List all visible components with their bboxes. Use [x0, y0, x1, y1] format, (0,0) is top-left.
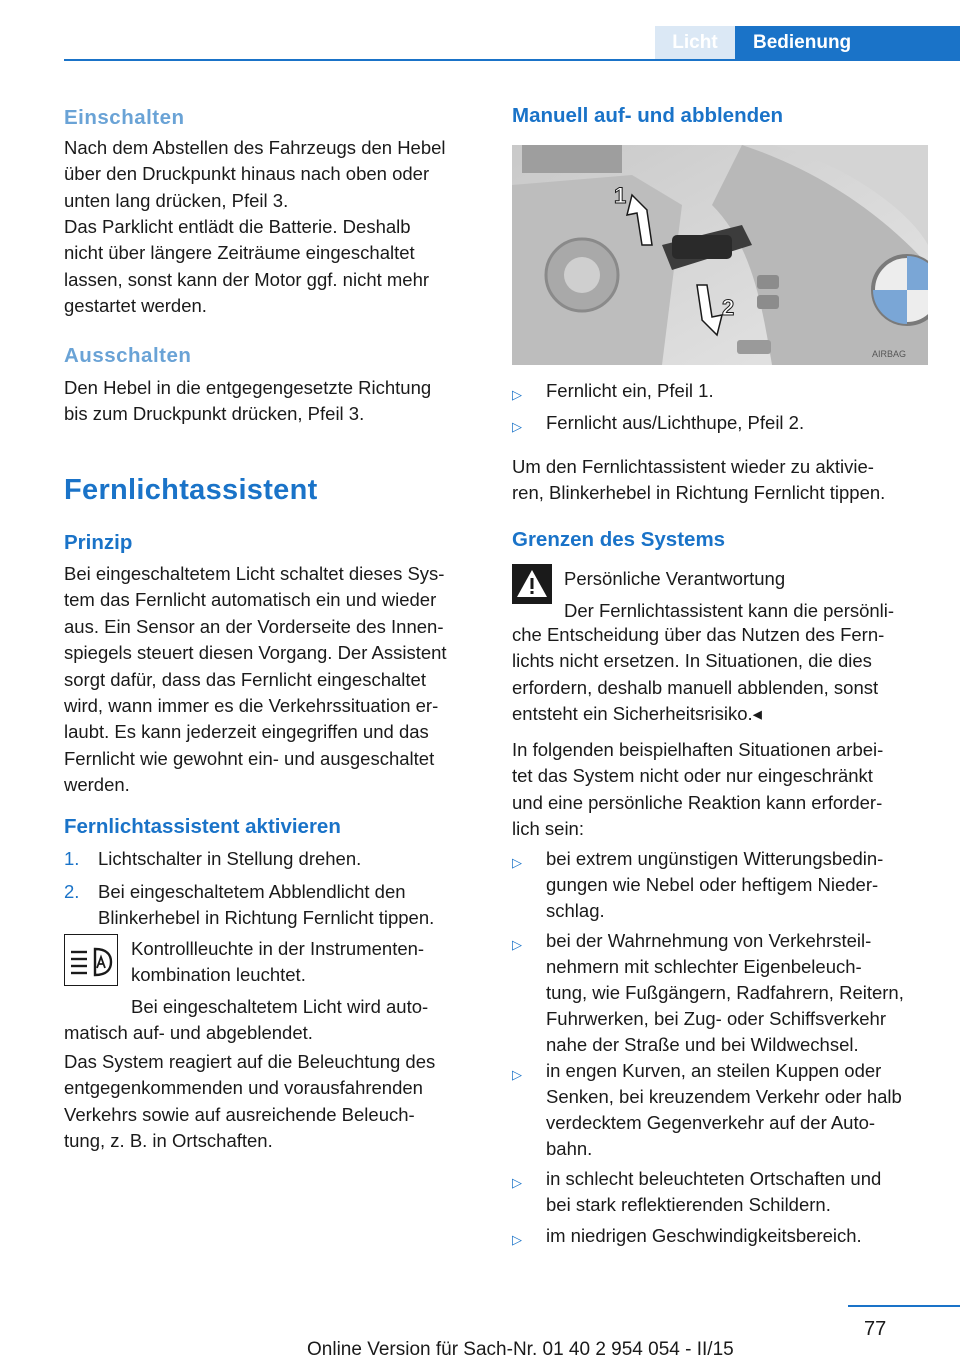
- text-line: Um den Fernlichtassistent wieder zu aktivie-: [512, 456, 874, 477]
- text-line: entsteht ein Sicherheitsrisiko.◂: [512, 703, 762, 725]
- triangle-bullet-icon: ▷: [512, 1175, 522, 1190]
- triangle-bullet-icon: ▷: [512, 387, 522, 402]
- text-line: tung, z. B. in Ortschaften.: [64, 1130, 273, 1152]
- text-line: Das System reagiert auf die Beleuchtung des: [64, 1051, 436, 1072]
- arrow-2-label: 2: [722, 295, 735, 320]
- text-line: spiegels steuert diesen Vorgang. Der Assistent: [64, 642, 447, 664]
- step-number: 2.: [64, 881, 80, 902]
- text-line: werden.: [64, 774, 130, 796]
- triangle-bullet-icon: ▷: [512, 1232, 522, 1247]
- footer-online-version: Online Version für Sach-Nr. 01 40 2 954 054 - II/15: [307, 1339, 734, 1360]
- text-line: über den Druckpunkt hinaus nach oben oder: [64, 163, 430, 185]
- warning-body: [512, 622, 932, 728]
- situations-para: [512, 737, 932, 843]
- text-line: Das Parklicht entlädt die Batterie. Deshalb: [64, 216, 411, 237]
- text-line: und eine persönliche Reaktion kann erforder-: [512, 791, 883, 813]
- bullet-text: tung, wie Fußgängern, Radfahrern, Reitern,: [546, 982, 904, 1003]
- arrow-1-label: 1: [614, 183, 627, 208]
- text-line: sorgt dafür, dass das Fernlicht eingeschaltet: [64, 668, 426, 690]
- triangle-bullet-icon: ▷: [512, 855, 522, 870]
- text-line: wird, wann immer es die Verkehrssituation er-: [64, 695, 439, 717]
- header-tab-bedienung: Bedienung: [735, 26, 960, 59]
- header-rule: [64, 59, 960, 61]
- text-line: Kontrollleuchte in der Instrumenten-: [131, 938, 425, 959]
- prinzip-para: [64, 561, 484, 799]
- text-line: tet das System nicht oder nur eingeschränkt: [512, 765, 873, 787]
- auto-dim-line-2: [64, 1020, 484, 1046]
- bullet-text: bahn.: [546, 1138, 593, 1159]
- text-line: matisch auf- und abgeblendet.: [64, 1022, 313, 1043]
- triangle-bullet-icon: ▷: [512, 419, 522, 434]
- text-line: che Entscheidung über das Nutzen des Fern-: [512, 624, 885, 645]
- bullet-text: bei der Wahrnehmung von Verkehrsteil-: [546, 930, 872, 951]
- warning-line-1: [564, 598, 932, 624]
- step-number: 1.: [64, 848, 80, 869]
- bullet-text: nahe der Straße und bei Wildwechsel.: [546, 1034, 859, 1055]
- footer-rule: [848, 1305, 960, 1307]
- text-line: Persönliche Verantwortung: [564, 568, 786, 589]
- ausschalten-heading: Ausschalten: [64, 344, 192, 367]
- bullet-text: im niedrigen Geschwindigkeitsbereich.: [546, 1225, 862, 1246]
- text-line: ren, Blinkerhebel in Richtung Fernlicht tippen.: [512, 482, 886, 504]
- triangle-bullet-icon: ▷: [512, 1067, 522, 1082]
- bullet-text: in engen Kurven, an steilen Kuppen oder: [546, 1060, 882, 1081]
- text-line: Verkehrs sowie auf ausreichende Beleuch-: [64, 1103, 415, 1125]
- text-line: entgegenkommenden und vorausfahrenden: [64, 1077, 423, 1099]
- text-line: In folgenden beispielhaften Situationen arbei-: [512, 739, 884, 760]
- text-line: lichts nicht ersetzen. In Situationen, die dies: [512, 650, 872, 672]
- header-tab-licht: Licht: [655, 26, 735, 59]
- bullet-text: bei stark reflektierenden Schildern.: [546, 1194, 831, 1215]
- text-line: erfordern, deshalb manuell abblenden, sonst: [512, 676, 879, 698]
- bullet-text: bei extrem ungünstigen Witterungsbedin-: [546, 848, 884, 869]
- aktivieren-heading: Fernlichtassistent aktivieren: [64, 815, 341, 838]
- bullet-text: gungen wie Nebel oder heftigem Nieder-: [546, 874, 879, 895]
- text-line: laubt. Es kann jederzeit eingegriffen und das: [64, 721, 429, 743]
- warning-title: [564, 566, 924, 592]
- text-line: Bei eingeschaltetem Licht schaltet dieses Sys-: [64, 563, 445, 584]
- text-line: Bei eingeschaltetem Licht wird auto-: [131, 996, 429, 1017]
- text-line: Den Hebel in die entgegengesetzte Richtung: [64, 377, 432, 398]
- fernlichtassistent-title: Fernlichtassistent: [64, 474, 318, 506]
- indicator-para: [131, 936, 491, 989]
- triangle-bullet-icon: ▷: [512, 937, 522, 952]
- grenzen-heading: Grenzen des Systems: [512, 528, 726, 551]
- bullet-text: verdecktem Gegenverkehr auf der Auto-: [546, 1112, 876, 1133]
- text-line: Fernlicht wie gewohnt ein- und ausgeschaltet: [64, 747, 435, 769]
- text-line: tem das Fernlicht automatisch ein und wieder: [64, 589, 437, 611]
- bullet-text: schlag.: [546, 900, 605, 921]
- text-line: gestartet werden.: [64, 295, 207, 317]
- bullet-text: nehmern mit schlechter Eigenbeleuch-: [546, 956, 862, 977]
- step-text: Bei eingeschaltetem Abblendlicht den: [98, 881, 406, 902]
- text-line: nicht über längere Zeiträume eingeschaltet: [64, 242, 415, 264]
- step-text: Lichtschalter in Stellung drehen.: [98, 848, 362, 869]
- text-line: bis zum Druckpunkt drücken, Pfeil 3.: [64, 403, 365, 425]
- bullet-text: Fernlicht ein, Pfeil 1.: [546, 380, 714, 401]
- einschalten-heading: Einschalten: [64, 106, 185, 129]
- high-beam-assist-icon: [64, 934, 118, 986]
- bullet-text: Fuhrwerken, bei Zug- oder Schiffsverkehr: [546, 1008, 887, 1029]
- system-para: [64, 1049, 484, 1155]
- page-number: 77: [864, 1318, 887, 1340]
- text-line: lassen, sonst kann der Motor ggf. nicht mehr: [64, 268, 430, 290]
- text-line: Nach dem Abstellen des Fahrzeugs den Hebel: [64, 137, 446, 158]
- auto-dim-line-1: [131, 994, 491, 1020]
- text-line: lich sein:: [512, 818, 584, 840]
- einschalten-para-1: [64, 135, 484, 214]
- text-line: kombination leuchtet.: [131, 964, 306, 986]
- einschalten-para-2: [64, 214, 484, 320]
- text-line: Der Fernlichtassistent kann die persönli-: [564, 600, 895, 621]
- manuell-heading: Manuell auf- und abblenden: [512, 104, 784, 127]
- bullet-text: Fernlicht aus/Lichthupe, Pfeil 2.: [546, 412, 805, 433]
- step-text: Blinkerhebel in Richtung Fernlicht tippen.: [98, 907, 435, 928]
- prinzip-heading: Prinzip: [64, 531, 133, 554]
- text-line: aus. Ein Sensor an der Vorderseite des Innen-: [64, 615, 444, 637]
- text-line: unten lang drücken, Pfeil 3.: [64, 189, 289, 211]
- bullet-text: Senken, bei kreuzendem Verkehr oder halb: [546, 1086, 902, 1107]
- warning-icon: [512, 564, 552, 604]
- reactivate-para: [512, 454, 932, 507]
- steering-lever-photo: [512, 145, 928, 365]
- bullet-text: in schlecht beleuchteten Ortschaften und: [546, 1168, 882, 1189]
- airbag-label: AIRBAG: [872, 349, 907, 359]
- ausschalten-para: [64, 375, 484, 428]
